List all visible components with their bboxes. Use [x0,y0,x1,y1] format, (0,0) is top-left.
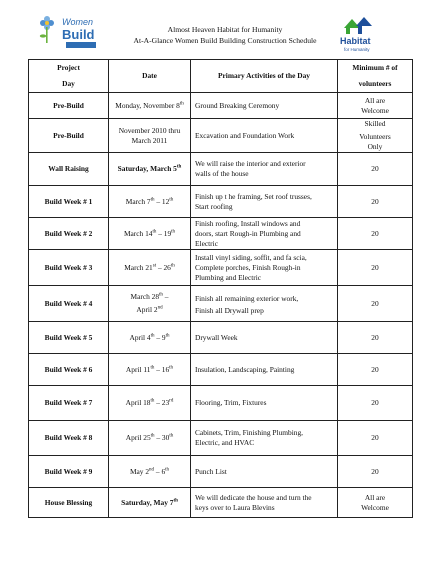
date-text: April 25 [125,433,151,442]
project-day-cell: Build Week # 1 [29,186,109,218]
activity-line: Finish roofing, Install windows and [195,218,301,228]
date-ordinal-suffix: th [159,292,163,298]
volunteers-cell [338,386,413,421]
volunteers-line: 20 [371,364,379,374]
volunteers-cell [338,218,413,250]
activity-line: walls of the house [195,169,249,178]
date-ordinal-suffix: th [165,467,170,473]
date-ordinal-suffix: th [176,164,182,170]
date-cell [109,456,191,488]
activity-line: We will dedicate the house and turn the [195,492,312,502]
date-text: Saturday, May 7 [121,497,174,507]
activity-line: Complete porches, Finish Rough-in [195,262,301,272]
activity-line: Ground Breaking Ceremony [195,100,280,110]
activity-line: Plumbing and Electric [195,272,262,282]
date-range-end: – 23 [154,398,170,407]
logo-left-text-1: Women [62,17,94,27]
date-text: April 18 [125,398,151,407]
volunteers-line: 20 [371,433,379,442]
date-text: Saturday, March 5 [117,164,177,173]
date-cell [109,354,191,386]
volunteers-line: 20 [371,398,379,407]
col-header-date: Date [109,60,191,93]
activities-cell [191,386,338,421]
date-ordinal-suffix: st [152,263,157,269]
activity-line: We will raise the interior and exterior [195,159,306,168]
schedule-table [28,59,413,518]
volunteers-cell [338,456,413,488]
project-day-cell: Build Week # 5 [29,322,109,354]
table-header-row [29,60,413,93]
volunteers-line: 20 [371,262,379,272]
activities-cell [191,456,338,488]
date-text: March 14 [123,228,153,238]
project-day-cell: Pre-Build [29,119,109,153]
date-cell [109,488,191,518]
volunteers-line: 20 [371,164,379,173]
table-row [29,250,413,286]
date-ordinal-suffix: nd [157,305,163,311]
activity-line: Finish all Drywall prep [195,305,264,315]
activities-cell [191,322,338,354]
date-ordinal-suffix: th [171,229,176,235]
activities-cell [191,488,338,518]
volunteers-line: 20 [371,228,379,238]
activity-line: Flooring, Trim, Fixtures [195,398,267,407]
date-range-end: – 19 [156,228,172,238]
activity-line: Cabinets, Trim, Finishing Plumbing, [195,428,304,437]
volunteers-line: 20 [371,298,379,308]
activities-cell [191,218,338,250]
date-ordinal-suffix: th [150,197,155,203]
activities-cell [191,93,338,119]
date-range-end: – [162,292,169,301]
date-cell [109,322,191,354]
date-ordinal-suffix: th [150,433,155,439]
date-ordinal-suffix: rd [169,398,174,404]
table-row [29,386,413,421]
date-cell [109,93,191,119]
date-ordinal-suffix: th [179,101,184,107]
date-range-end: – 12 [154,196,170,206]
activities-cell [191,153,338,186]
table-row [29,354,413,386]
date-text: March 21 [124,262,153,272]
date-text: November 2010 thru [118,125,181,135]
date-ordinal-suffix: th [150,333,155,339]
activity-line: Install vinyl siding, soffit, and fa scia, [195,252,307,262]
activities-cell [191,250,338,286]
activity-line: Finish up t he framing, Set roof trusses, [195,191,312,201]
date-range-end: – 26 [156,262,171,272]
volunteers-cell [338,488,413,518]
volunteers-cell [338,322,413,354]
activity-line: Electric [195,238,218,248]
volunteers-cell [338,286,413,322]
date-ordinal-suffix: th [152,229,157,235]
volunteers-line: 20 [371,466,379,476]
date-range-end: – 6 [154,466,166,476]
volunteers-line: Skilled [364,119,386,128]
project-day-cell: Build Week # 4 [29,286,109,322]
date-text: May 2 [129,466,150,476]
volunteers-line: 20 [371,196,379,206]
table-row [29,286,413,322]
date-ordinal-suffix: th [169,197,174,203]
volunteers-cell [338,93,413,119]
date-cell [109,421,191,456]
date-text-line2: March 2011 [131,135,168,145]
date-cell [109,218,191,250]
date-text: March 28 [130,292,160,301]
activity-line: Excavation and Foundation Work [195,130,295,140]
project-day-cell: Wall Raising [29,153,109,186]
activity-line: Punch List [195,466,227,476]
project-day-cell: Build Week # 9 [29,456,109,488]
volunteers-line: Volunteers [359,132,391,141]
date-range-end: – 30 [154,433,170,442]
date-text: Monday, November 8 [115,100,180,110]
volunteers-cell [338,421,413,456]
date-cell [109,186,191,218]
date-cell [109,119,191,153]
volunteers-cell [338,119,413,153]
women-build-logo [34,10,104,52]
activity-line: Start roofing [195,201,233,211]
date-text: April 11 [125,364,151,374]
table-row [29,153,413,186]
activities-cell [191,286,338,322]
table-row [29,488,413,518]
volunteers-line: 20 [371,332,379,342]
project-day-cell: Build Week # 6 [29,354,109,386]
activity-line: Finish all remaining exterior work, [195,293,299,303]
col-header-activities: Primary Activities of the Day [191,60,338,93]
table-row [29,218,413,250]
activity-line: doors, start Rough-in Plumbing and [195,228,301,238]
date-ordinal-suffix: th [170,263,175,269]
table-row [29,421,413,456]
project-day-cell: House Blessing [29,488,109,518]
habitat-logo [336,12,380,54]
col-header-project-day: Project Day [29,60,109,93]
volunteers-line: Only [367,142,383,151]
activity-line: Electric, and HVAC [195,438,255,447]
volunteers-line: Welcome [361,105,389,115]
logo-right-text-1: Habitat [340,36,371,46]
volunteers-cell [338,250,413,286]
volunteers-line: All are [364,492,386,502]
date-text-line2: April 2 [136,305,158,314]
document-title [110,24,340,46]
table-row [29,119,413,153]
col-header-volunteers: Minimum # of volunteers [338,60,413,93]
activities-cell [191,421,338,456]
house-icon [344,17,372,34]
logo-right-text-2: for Humanity [344,47,370,52]
volunteers-line: Welcome [361,502,389,512]
date-ordinal-suffix: th [169,365,174,371]
date-ordinal-suffix: th [173,498,178,504]
volunteers-cell [338,186,413,218]
title-line-1: Almost Heaven Habitat for Humanity [167,25,283,34]
date-cell [109,153,191,186]
table-row [29,456,413,488]
date-cell [109,386,191,421]
project-day-cell: Build Week # 3 [29,250,109,286]
activities-cell [191,186,338,218]
volunteers-line: All are [364,95,386,105]
volunteers-cell [338,354,413,386]
title-line-2: At-A-Glance Women Build Building Construction Schedule [133,36,317,45]
date-ordinal-suffix: th [169,433,174,439]
project-day-cell: Build Week # 7 [29,386,109,421]
activity-line: keys over to Laura Blevins [195,502,275,512]
logo-left-text-2: Build [62,27,95,42]
flower-icon [40,16,54,43]
volunteers-cell [338,153,413,186]
date-range-end: – 9 [154,332,166,342]
date-ordinal-suffix: th [150,365,155,371]
project-day-cell: Build Week # 8 [29,421,109,456]
activity-line: Insulation, Landscaping, Painting [195,364,295,374]
date-cell [109,250,191,286]
date-ordinal-suffix: nd [149,467,155,473]
table-row [29,186,413,218]
activity-line: Drywall Week [195,332,238,342]
table-row [29,93,413,119]
date-range-end: – 16 [154,364,170,374]
date-cell [109,286,191,322]
date-text: April 4 [129,332,151,342]
project-day-cell: Build Week # 2 [29,218,109,250]
date-text: March 7 [125,196,151,206]
activities-cell [191,354,338,386]
project-day-cell: Pre-Build [29,93,109,119]
date-ordinal-suffix: th [150,398,155,404]
table-row [29,322,413,354]
activities-cell [191,119,338,153]
date-ordinal-suffix: th [165,333,170,339]
